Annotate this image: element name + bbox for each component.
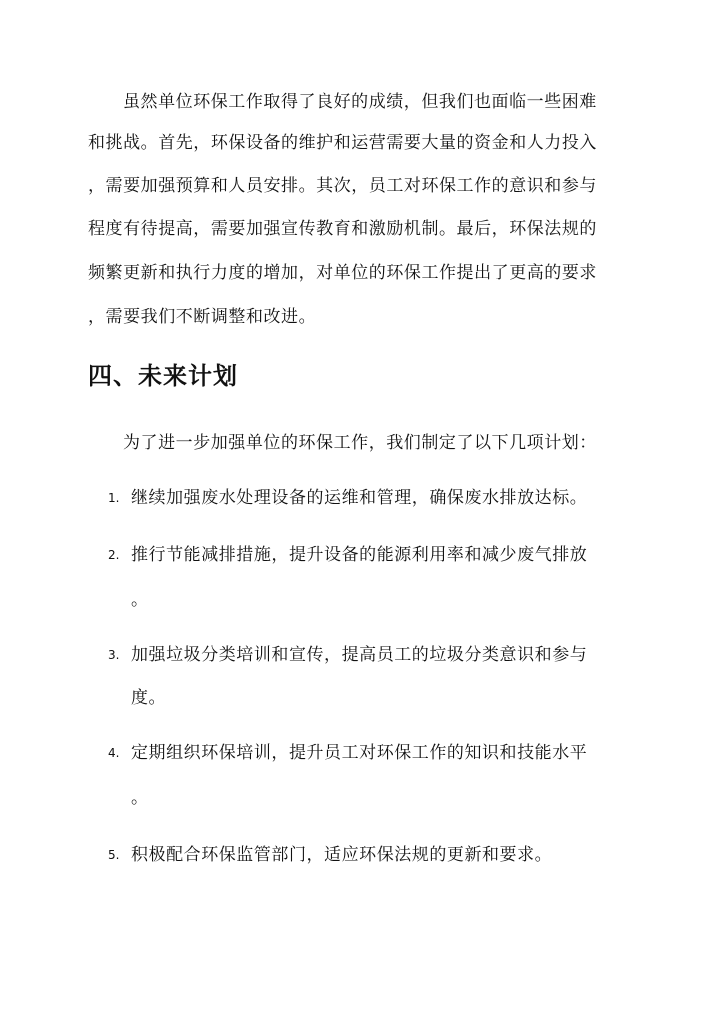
list-item-number: 2.	[108, 548, 120, 562]
list-item-number: 3.	[108, 648, 120, 662]
list-item-number: 4.	[108, 746, 120, 760]
list-item-text: 继续加强废水处理设备的运维和管理，确保废水排放达标。	[131, 488, 588, 508]
list-item-text: 加强垃圾分类培训和宣传，提高员工的垃圾分类意识和参与	[131, 645, 588, 665]
section-intro: 为了进一步加强单位的环保工作，我们制定了以下几项计划：	[123, 433, 597, 453]
list-item-text: 推行节能减排措施，提升设备的能源利用率和减少废气排放	[131, 545, 588, 565]
list-item-number: 5.	[108, 848, 120, 862]
list-item-text-continuation: 。	[131, 590, 149, 610]
list-item-number: 1.	[108, 491, 120, 505]
list-item-text: 积极配合环保监管部门，适应环保法规的更新和要求。	[131, 845, 553, 865]
paragraph-line: ，需要我们不断调整和改进。	[88, 307, 317, 327]
paragraph-line: 虽然单位环保工作取得了良好的成绩，但我们也面临一些困难	[123, 92, 597, 112]
paragraph-line: 频繁更新和执行力度的增加，对单位的环保工作提出了更高的要求	[88, 263, 597, 283]
list-item-text-continuation: 。	[131, 788, 149, 808]
paragraph-line: ，需要加强预算和人员安排。其次，员工对环保工作的意识和参与	[88, 176, 597, 196]
section-heading: 四、未来计划	[88, 362, 238, 390]
list-item-text: 定期组织环保培训，提升员工对环保工作的知识和技能水平	[131, 743, 588, 763]
paragraph-line: 和挑战。首先，环保设备的维护和运营需要大量的资金和人力投入	[88, 133, 597, 153]
paragraph-line: 程度有待提高，需要加强宣传教育和激励机制。最后，环保法规的	[88, 219, 597, 239]
list-item-text-continuation: 度。	[131, 688, 167, 708]
